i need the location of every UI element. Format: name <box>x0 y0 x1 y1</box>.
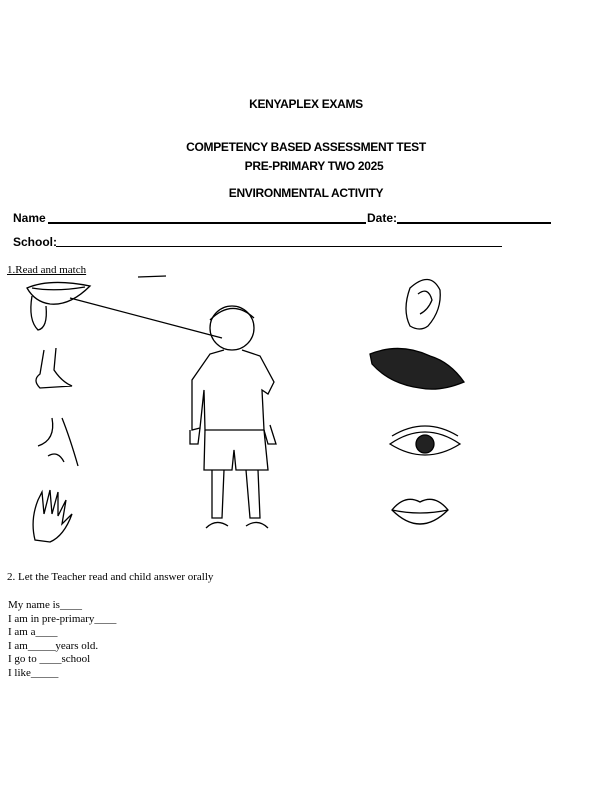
school-field[interactable] <box>56 246 502 247</box>
neck-icon <box>38 418 78 466</box>
lips-icon <box>392 499 448 524</box>
foot-icon <box>36 348 72 388</box>
grade-heading: PRE-PRIMARY TWO 2025 <box>244 159 384 173</box>
hair-icon <box>370 348 464 389</box>
boy-figure-icon <box>190 306 276 528</box>
name-label: Name <box>13 211 46 225</box>
eye-icon <box>390 426 460 455</box>
oral-answer-list <box>8 599 116 680</box>
answer-line: My name is____ <box>8 599 82 611</box>
publisher-heading: KENYAPLEX EXAMS <box>249 97 363 111</box>
stray-mark <box>138 276 166 277</box>
test-title: COMPETENCY BASED ASSESSMENT TEST <box>186 140 426 154</box>
date-field[interactable] <box>397 222 551 224</box>
ear-icon <box>406 279 440 329</box>
answer-line: I go to ____school <box>8 653 91 665</box>
answer-line: I am_____years old. <box>8 639 99 652</box>
matching-illustrations <box>0 270 612 550</box>
question-2-label: 2. Let the Teacher read and child answer orally <box>7 571 214 583</box>
subject-heading: ENVIRONMENTAL ACTIVITY <box>228 186 384 200</box>
match-line <box>70 298 222 338</box>
date-label: Date: <box>367 211 398 225</box>
hand-icon <box>33 490 72 542</box>
answer-line: I am in pre-primary____ <box>8 612 117 625</box>
tongue-mouth-icon <box>27 282 90 330</box>
answer-line: I am a____ <box>8 626 58 638</box>
question-1-label: 1.Read and match <box>7 264 87 276</box>
answer-line: I like_____ <box>8 666 59 679</box>
name-field[interactable] <box>48 222 366 224</box>
school-label: School: <box>13 235 57 249</box>
